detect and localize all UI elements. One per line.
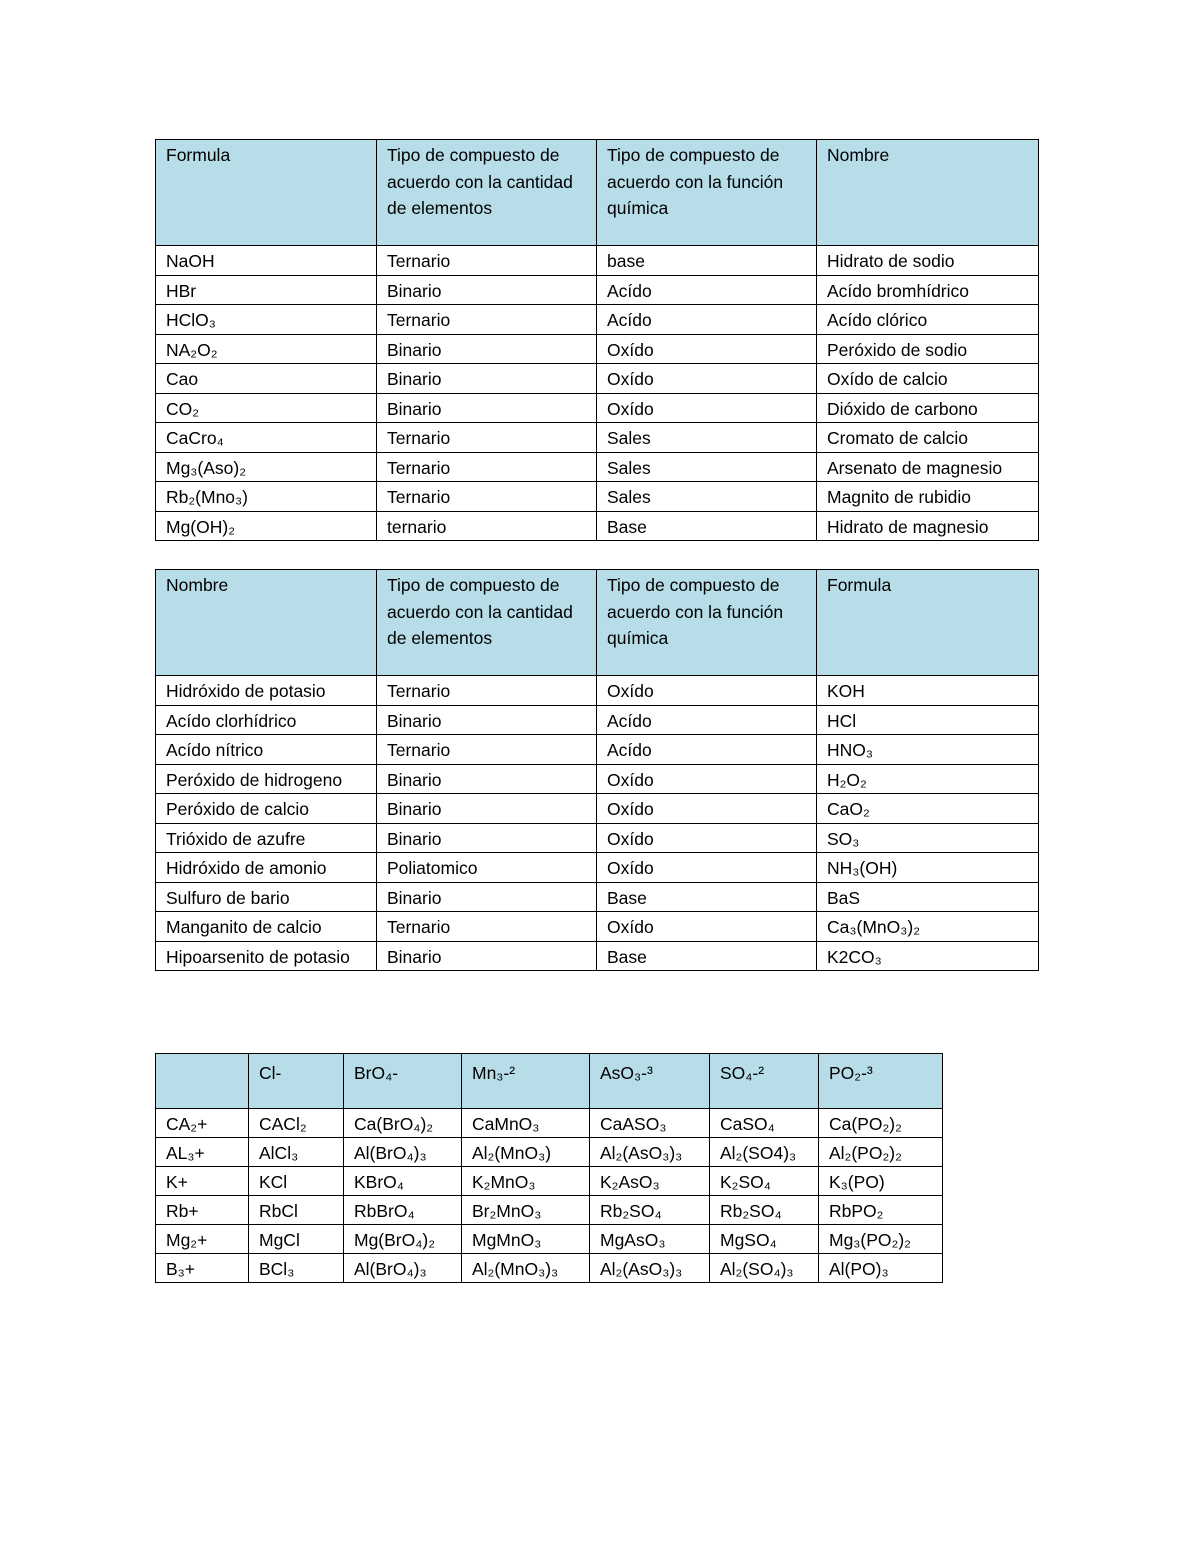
table-cell: Br₂MnO₃ [462, 1196, 590, 1225]
table-cell: Acído clorhídrico [156, 705, 377, 735]
table-cell: Ternario [377, 912, 597, 942]
table-cell: Al₂(MnO₃)₃ [462, 1254, 590, 1283]
table-row [156, 676, 1039, 706]
table-cell: Binario [377, 275, 597, 305]
table-cell: CACl₂ [249, 1109, 344, 1138]
table-cell: Binario [377, 364, 597, 394]
table-cell: Oxído [597, 364, 817, 394]
table-cell: Binario [377, 941, 597, 971]
header-cell: Nombre [817, 140, 1039, 246]
table-cell: Magnito de rubidio [817, 482, 1039, 512]
table-cell: K₂SO₄ [710, 1167, 819, 1196]
table-cell: Hidróxido de amonio [156, 853, 377, 883]
header-cell: Tipo de compuesto de acuerdo con la función química [597, 570, 817, 676]
table-cell: Acído nítrico [156, 735, 377, 765]
header-cell: AsO₃-³ [590, 1054, 710, 1109]
table-cell: MgAsO₃ [590, 1225, 710, 1254]
table-cell: B₃+ [156, 1254, 249, 1283]
table-cell: K2CO₃ [817, 941, 1039, 971]
table-cell: Al₂(PO₂)₂ [819, 1138, 943, 1167]
table-cell: KBrO₄ [344, 1167, 462, 1196]
table-cell: CaO₂ [817, 794, 1039, 824]
header-cell: Tipo de compuesto de acuerdo con la cantidad de elementos [377, 140, 597, 246]
table-cell: Poliatomico [377, 853, 597, 883]
table-cell: base [597, 246, 817, 276]
table-cell: Al₂(SO4)₃ [710, 1138, 819, 1167]
table-cell: Al₂(SO₄)₃ [710, 1254, 819, 1283]
compounds-by-name-table [155, 569, 1039, 971]
table-row [156, 334, 1039, 364]
table-cell: MgCl [249, 1225, 344, 1254]
table-row [156, 1254, 943, 1283]
table-cell: Oxído [597, 676, 817, 706]
table-cell: Rb₂SO₄ [590, 1196, 710, 1225]
table-cell: K+ [156, 1167, 249, 1196]
header-cell [156, 1054, 249, 1109]
table-row [156, 853, 1039, 883]
table-cell: Base [597, 511, 817, 541]
table-cell: Binario [377, 705, 597, 735]
table-cell: K₂MnO₃ [462, 1167, 590, 1196]
header-cell: Formula [156, 140, 377, 246]
table-cell: Rb₂SO₄ [710, 1196, 819, 1225]
table-cell: Sulfuro de bario [156, 882, 377, 912]
table-cell: MgMnO₃ [462, 1225, 590, 1254]
table-cell: Binario [377, 764, 597, 794]
table-cell: Sales [597, 482, 817, 512]
table-row [156, 275, 1039, 305]
table-cell: CA₂+ [156, 1109, 249, 1138]
table-cell: Mg₃(Aso)₂ [156, 452, 377, 482]
table-cell: Peróxido de calcio [156, 794, 377, 824]
table-cell: Acído bromhídrico [817, 275, 1039, 305]
table-cell: Dióxido de carbono [817, 393, 1039, 423]
compounds-by-formula-table [155, 139, 1039, 541]
table-cell: Mg₃(PO₂)₂ [819, 1225, 943, 1254]
table-cell: Mg(OH)₂ [156, 511, 377, 541]
table-cell: KCl [249, 1167, 344, 1196]
table-header-row [156, 570, 1039, 676]
table-header-row [156, 1054, 943, 1109]
header-cell: PO₂-³ [819, 1054, 943, 1109]
table-cell: Peróxido de sodio [817, 334, 1039, 364]
table-cell: Ternario [377, 482, 597, 512]
table-cell: BaS [817, 882, 1039, 912]
table-cell: Acído [597, 705, 817, 735]
header-cell: Mn₃-² [462, 1054, 590, 1109]
table-cell: Ca(PO₂)₂ [819, 1109, 943, 1138]
table-cell: AlCl₃ [249, 1138, 344, 1167]
table-cell: CaCro₄ [156, 423, 377, 453]
table-cell: Acído [597, 735, 817, 765]
table-cell: Cromato de calcio [817, 423, 1039, 453]
table-cell: Hidrato de sodio [817, 246, 1039, 276]
table-cell: K₂AsO₃ [590, 1167, 710, 1196]
table-cell: Mg(BrO₄)₂ [344, 1225, 462, 1254]
table-cell: Hipoarsenito de potasio [156, 941, 377, 971]
table-cell: CO₂ [156, 393, 377, 423]
table-cell: Oxído [597, 853, 817, 883]
table-cell: Sales [597, 423, 817, 453]
table-cell: Rb+ [156, 1196, 249, 1225]
table-row [156, 1196, 943, 1225]
table-cell: Binario [377, 334, 597, 364]
table-cell: K₃(PO) [819, 1167, 943, 1196]
table-row [156, 364, 1039, 394]
table-row [156, 794, 1039, 824]
table-cell: HClO₃ [156, 305, 377, 335]
header-cell: Tipo de compuesto de acuerdo con la cantidad de elementos [377, 570, 597, 676]
ion-combination-table [155, 1053, 943, 1283]
table-row [156, 423, 1039, 453]
table-cell: Ternario [377, 423, 597, 453]
table-cell: Rb₂(Mno₃) [156, 482, 377, 512]
table-row [156, 1167, 943, 1196]
table-cell: Sales [597, 452, 817, 482]
table-cell: NA₂O₂ [156, 334, 377, 364]
table-row [156, 764, 1039, 794]
table-row [156, 511, 1039, 541]
table-row [156, 482, 1039, 512]
table-cell: Oxído [597, 764, 817, 794]
table-cell: Oxído [597, 393, 817, 423]
table-cell: Ca(BrO₄)₂ [344, 1109, 462, 1138]
table-row [156, 1109, 943, 1138]
table-cell: Hidróxido de potasio [156, 676, 377, 706]
table-cell: Ternario [377, 452, 597, 482]
table-row [156, 912, 1039, 942]
table-cell: Acído [597, 305, 817, 335]
table-cell: Al(BrO₄)₃ [344, 1138, 462, 1167]
table-cell: RbBrO₄ [344, 1196, 462, 1225]
table-header-row [156, 140, 1039, 246]
table-cell: HNO₃ [817, 735, 1039, 765]
table-cell: Cao [156, 364, 377, 394]
table-cell: Base [597, 882, 817, 912]
table-cell: Ternario [377, 305, 597, 335]
table-cell: BCl₃ [249, 1254, 344, 1283]
table-cell: Hidrato de magnesio [817, 511, 1039, 541]
table-cell: Oxído [597, 823, 817, 853]
header-cell: BrO₄- [344, 1054, 462, 1109]
header-cell: Formula [817, 570, 1039, 676]
table-cell: Trióxido de azufre [156, 823, 377, 853]
table-cell: Oxído [597, 334, 817, 364]
table-cell: ternario [377, 511, 597, 541]
table-row [156, 823, 1039, 853]
table-cell: Al₂(AsO₃)₃ [590, 1138, 710, 1167]
table-cell: Binario [377, 823, 597, 853]
table-row [156, 882, 1039, 912]
table-cell: Ca₃(MnO₃)₂ [817, 912, 1039, 942]
table-cell: Peróxido de hidrogeno [156, 764, 377, 794]
table-row [156, 941, 1039, 971]
table-cell: Binario [377, 393, 597, 423]
table-cell: Al₂(AsO₃)₃ [590, 1254, 710, 1283]
table-cell: CaASO₃ [590, 1109, 710, 1138]
table-cell: AL₃+ [156, 1138, 249, 1167]
table-cell: HBr [156, 275, 377, 305]
table-cell: Arsenato de magnesio [817, 452, 1039, 482]
table-cell: CaSO₄ [710, 1109, 819, 1138]
table-cell: SO₃ [817, 823, 1039, 853]
table-row [156, 735, 1039, 765]
table-cell: Oxído [597, 912, 817, 942]
header-cell: SO₄-² [710, 1054, 819, 1109]
table-cell: Acído clórico [817, 305, 1039, 335]
table-row [156, 305, 1039, 335]
table-cell: Binario [377, 794, 597, 824]
table-cell: Ternario [377, 246, 597, 276]
table-cell: KOH [817, 676, 1039, 706]
table-cell: NaOH [156, 246, 377, 276]
table-cell: Base [597, 941, 817, 971]
table-cell: Oxído de calcio [817, 364, 1039, 394]
table-cell: NH₃(OH) [817, 853, 1039, 883]
table-cell: H₂O₂ [817, 764, 1039, 794]
header-cell: Tipo de compuesto de acuerdo con la función química [597, 140, 817, 246]
table-row [156, 1138, 943, 1167]
table-cell: Mg₂+ [156, 1225, 249, 1254]
table-cell: Al(BrO₄)₃ [344, 1254, 462, 1283]
header-cell: Nombre [156, 570, 377, 676]
table-row [156, 705, 1039, 735]
table-cell: Acído [597, 275, 817, 305]
table-cell: Al(PO)₃ [819, 1254, 943, 1283]
table-cell: Oxído [597, 794, 817, 824]
table-cell: CaMnO₃ [462, 1109, 590, 1138]
table-row [156, 452, 1039, 482]
table-row [156, 1225, 943, 1254]
table-cell: RbCl [249, 1196, 344, 1225]
table-row [156, 393, 1039, 423]
table-cell: RbPO₂ [819, 1196, 943, 1225]
table-cell: MgSO₄ [710, 1225, 819, 1254]
table-cell: Manganito de calcio [156, 912, 377, 942]
table-cell: Ternario [377, 735, 597, 765]
table-cell: Binario [377, 882, 597, 912]
header-cell: Cl- [249, 1054, 344, 1109]
table-cell: HCl [817, 705, 1039, 735]
table-cell: Al₂(MnO₃) [462, 1138, 590, 1167]
table-row [156, 246, 1039, 276]
table-cell: Ternario [377, 676, 597, 706]
